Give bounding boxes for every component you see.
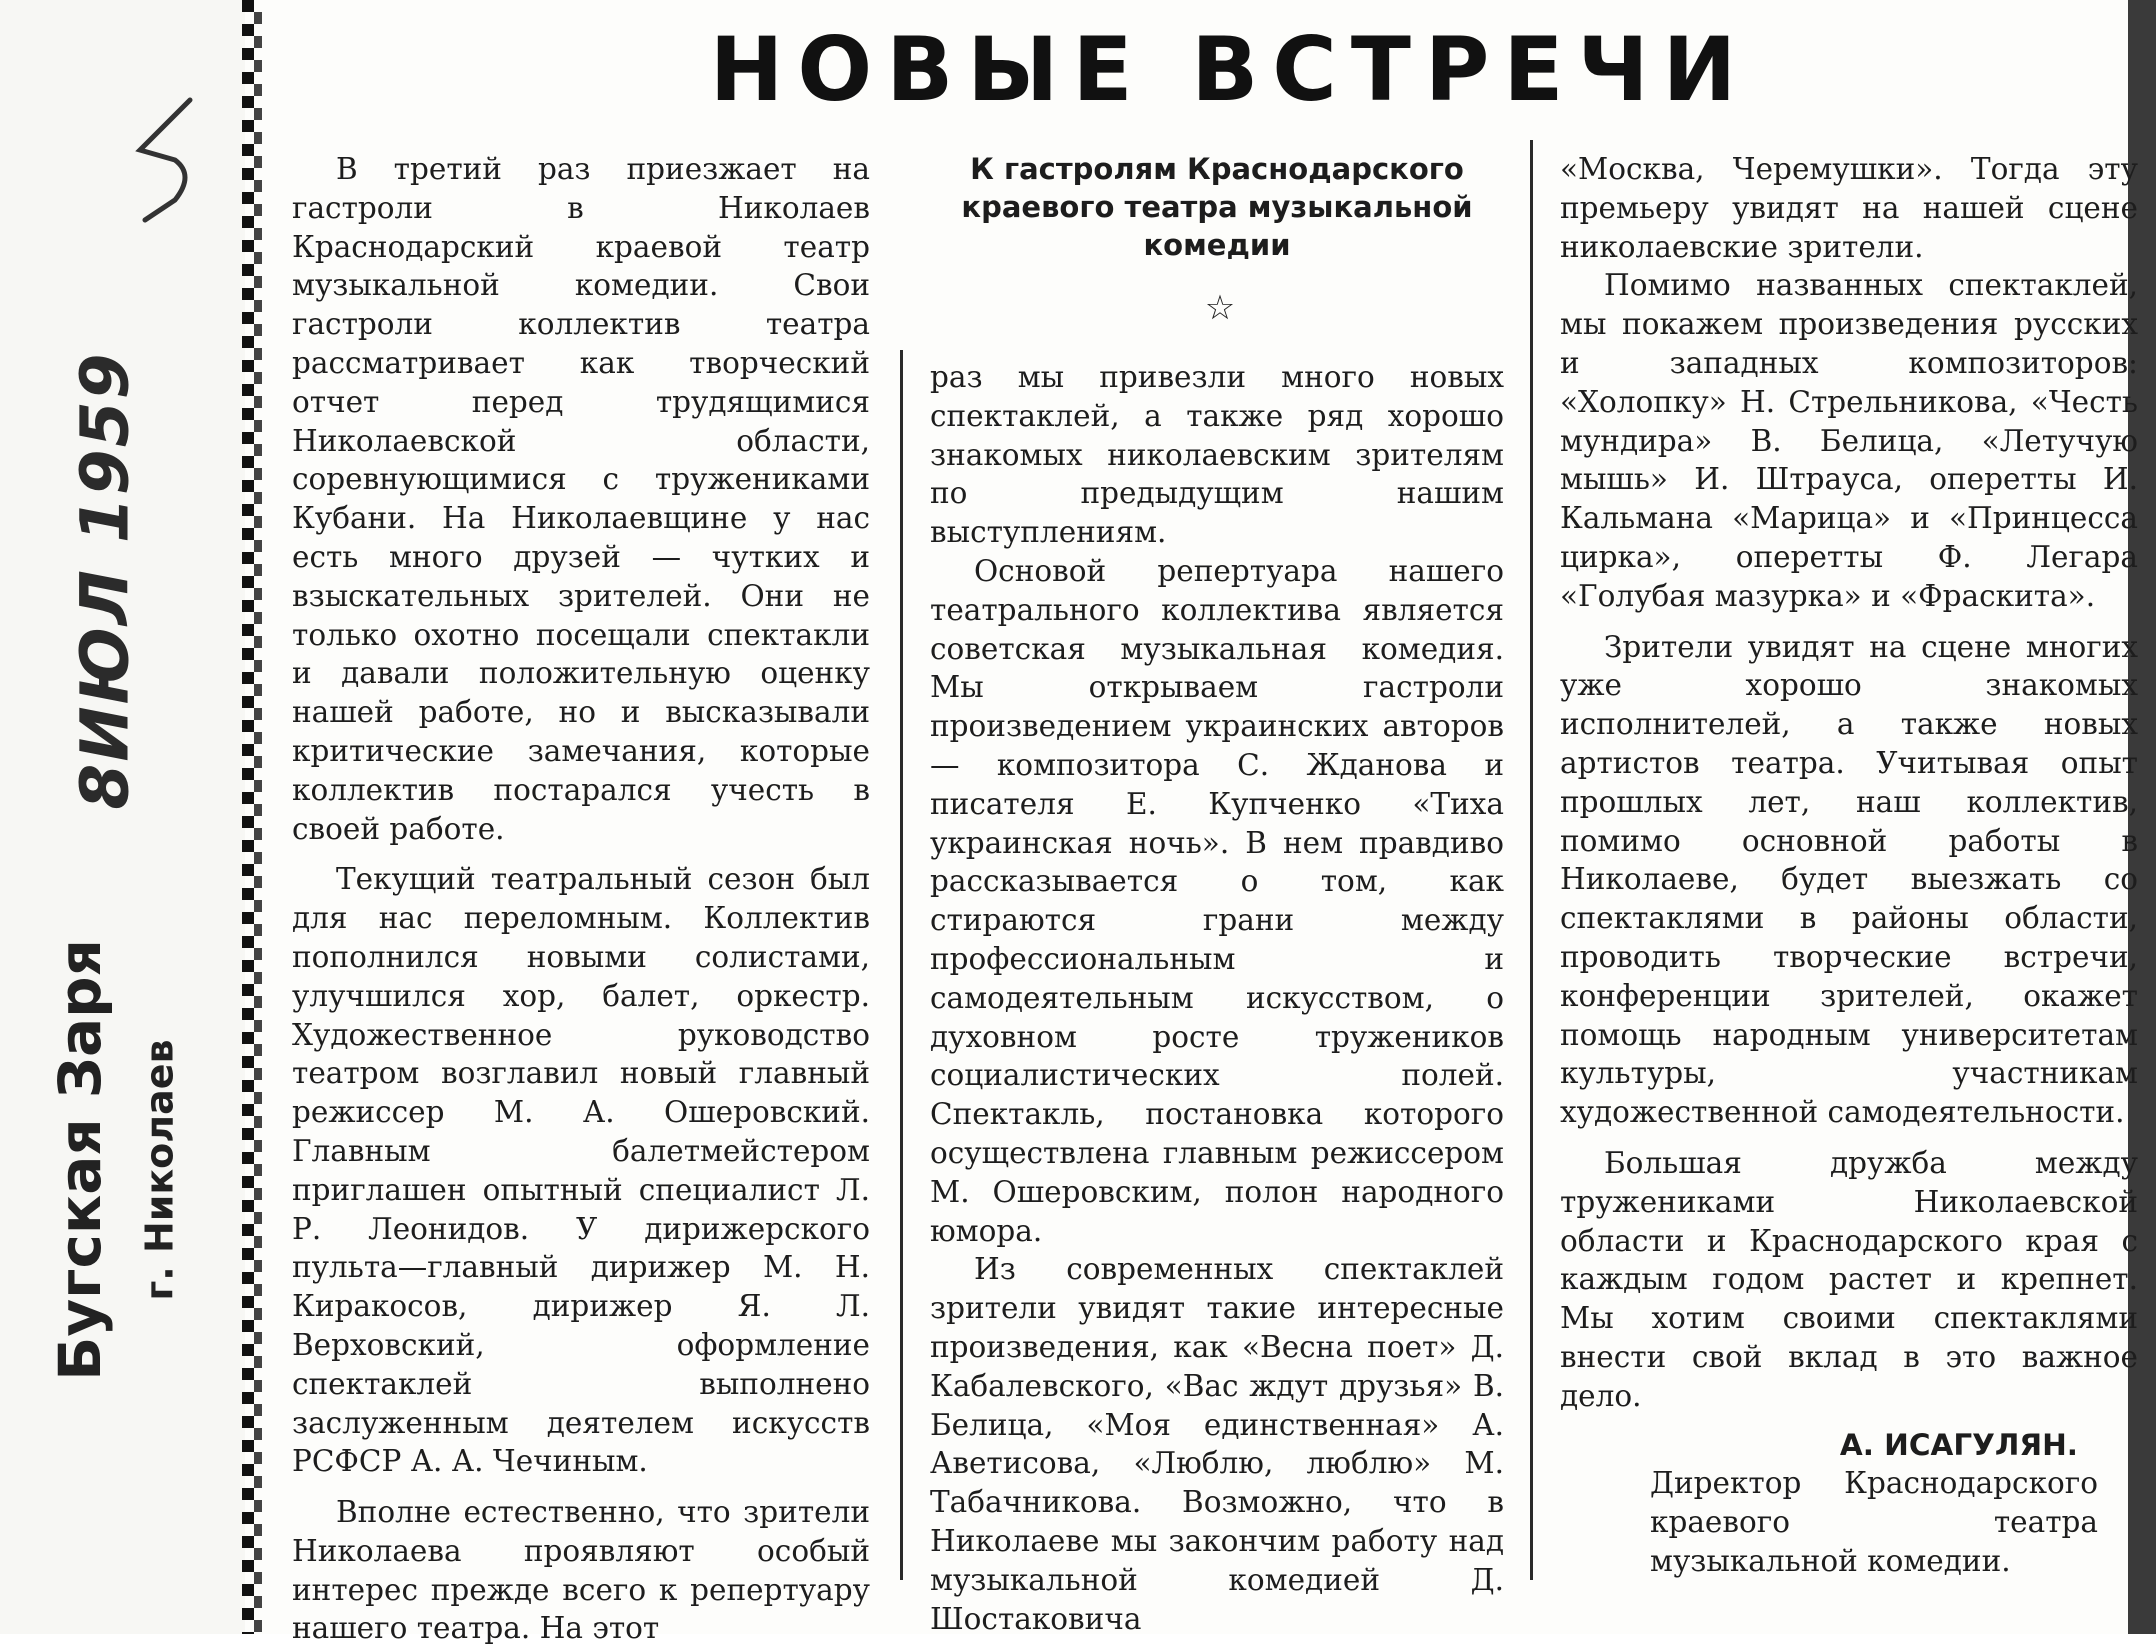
paragraph: Из современных спектаклей зрители увидят такие интересные произведения, как «Весна поет» Д. Кабалевского, «Вас ждут друзья» В. Белица, «Моя единственная» А. Аветисова, «Люблю, люблю» М. Табачникова. Возможно, что в Николаеве мы закончим работу над музыкальной комедией Д. Шостаковича [930,1252,1504,1636]
article-column-3 [1560,150,2138,1581]
article-headline: НОВЫЕ ВСТРЕЧИ [709,18,1751,121]
newspaper-name: Бугская Заря [46,939,114,1381]
article-column-1 [292,150,870,1648]
newspaper-stamp [30,880,200,1440]
author-title: Директор Краснодарского краевого театра музыкальной комедии. [1650,1466,2098,1578]
paragraph: «Москва, Черемушки». Тогда эту премьеру увидят на нашей сцене николаевские зрители. [1560,152,2138,264]
column-rule [1530,140,1533,1580]
date-stamp-text: 8ИЮЛ 1959 [66,350,144,810]
star-icon: ☆ [1204,288,1236,328]
paragraph: Зрители увидят на сцене многих уже хорошо знакомых исполнителей, а также новых артистов театра. Учитывая опыт прошлых лет, наш коллектив, помимо основной работы в Николаеве, будет выезжать со спектаклями в районы области, проводить творческие встречи, конференции зрителей, окажет помощь народным университетам культуры, участникам художественной самодеятельности. [1560,629,2138,1130]
date-stamp [45,350,165,810]
paragraph: Текущий театральный сезон был для нас переломным. Коллектив пополнился новыми солистами, улучшился хор, балет, оркестр. Художественное руководство театром возглавил новый главный режиссер М. А. Ошеровский. Главным балетмейстером приглашен опытный специалист Л. Р. Леонидов. У дирижерского пульта—главный дирижер М. Н. Киракосов, дирижер Я. Л. Верховский, оформление спектаклей выполнено заслуженным деятелем искусств РСФСР А. А. Чечиным. [292,862,870,1479]
article-subhead: К гастролям Краснодарского краевого театра музыкальной комедии [961,152,1473,262]
archive-margin [0,0,245,1634]
paragraph: Вполне естественно, что зрители Николаева проявляют особый интерес прежде всего к репертуару нашего театра. На этот [292,1495,870,1646]
paragraph: Большая дружба между тружениками Николаевской области и Краснодарского края с каждым годом растет и крепнет. Мы хотим своими спектаклями внести свой вклад в это важное дело. [1560,1145,2138,1413]
column-rule [900,350,903,1580]
cut-line-shadow [254,0,262,1634]
paragraph: Основой репертуара нашего театрального коллектива является советская музыкальная комедия. Мы открываем гастроли произведением украинских авторов — композитора С. Жданова и писателя Е. Купченко «Тиха украинская ночь». В нем правдиво рассказывается о том, как стираются грани между профессиональным и самодеятельным искусством, о духовном росте тружеников социалистических полей. Спектакль, постановка которого осуществлена главным режиссером М. Ошеровским, полон народного юмора. [930,553,1504,1248]
paragraph: раз мы привезли много новых спектаклей, а также ряд хорошо знакомых николаевским зрителям по предыдущим нашим выступлениям. [930,360,1504,550]
cut-line [242,0,254,1634]
paragraph: Помимо названных спектаклей, мы покажем произведения русских и западных композиторов: «Холопку» Н. Стрельникова, «Честь мундира» В. Белица, «Летучую мышь» И. Штрауса, оперетты И. Кальмана «Марица» и «Принцесса цирка», оперетты Ф. Легара «Голубая мазурка» и «Фраскита». [1560,268,2138,613]
author-name: А. ИСАГУЛЯН. [1839,1427,2078,1462]
article-column-2 [930,358,1504,1638]
newspaper-city: г. Николаев [138,1039,183,1301]
paragraph: В третий раз приезжает на гастроли в Николаев Краснодарский краевой театр музыкальной комедии. Свои гастроли коллектив театра рассматривает как творческий отчет перед трудящимися Николаевской области, соревнующимися с тружениками Кубани. На Николаевщине у нас есть много друзей — чутких и взыскательных зрителей. Они не только охотно посещали спектакли и давали положительную оценку нашей работе, но и высказывали критические замечания, которые коллектив постарался учесть в своей работе. [292,152,870,846]
handwritten-mark [120,90,210,230]
